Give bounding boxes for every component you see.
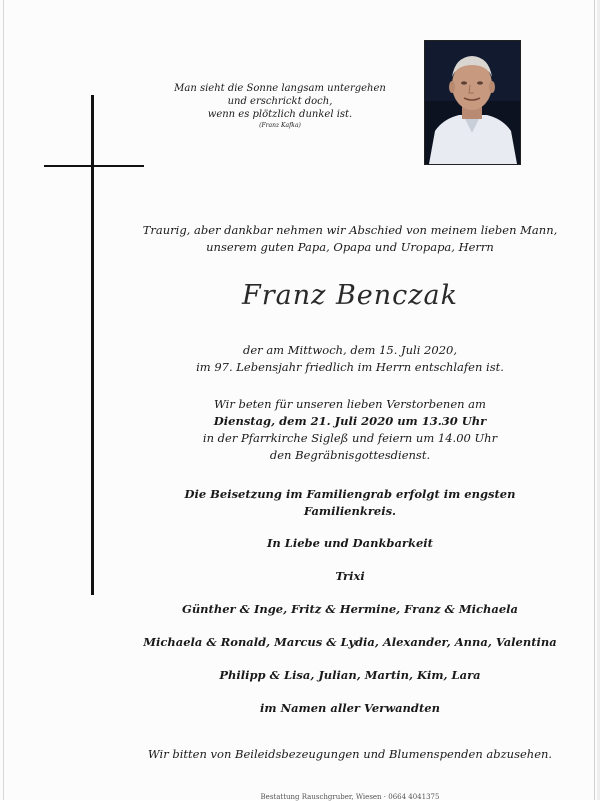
quote-block <box>150 82 410 131</box>
quote-author: (Franz Kafka) <box>259 122 301 129</box>
page-edge-right <box>594 0 595 800</box>
mourner-line: Philipp & Lisa, Julian, Martin, Kim, Lara <box>219 668 481 682</box>
cross-horizontal-bar <box>44 165 144 167</box>
intro-line: unserem guten Papa, Opapa und Uropapa, Herrn <box>206 240 494 254</box>
closing-request: Wir bitten von Beileidsbezeugungen und Blumenspenden abzusehen. <box>147 747 553 761</box>
cross-vertical-bar <box>91 95 94 595</box>
quote-line: und erschrickt doch, <box>227 96 333 107</box>
mourner-line: Michaela & Ronald, Marcus & Lydia, Alexander, Anna, Valentina <box>143 635 557 649</box>
service-line: den Begräbnisgottesdienst. <box>269 448 431 462</box>
intro-line: Traurig, aber dankbar nehmen wir Abschied von meinem lieben Mann, <box>142 223 558 237</box>
page-edge-left <box>3 0 4 800</box>
service-line: in der Pfarrkirche Sigleß und feiern um 14.00 Uhr <box>202 431 498 445</box>
service-date: Dienstag, dem 21. Juli 2020 um 13.30 Uhr <box>213 414 487 428</box>
quote-line: wenn es plötzlich dunkel ist. <box>207 109 353 120</box>
service-notice <box>140 396 560 464</box>
deceased-name: Franz Benczak <box>242 280 458 311</box>
portrait-photo <box>424 40 521 165</box>
death-notice <box>140 342 560 376</box>
mourner-line: im Namen aller Verwandten <box>260 701 440 715</box>
burial-notice: Die Beisetzung im Familiengrab erfolgt im engsten Familienkreis. <box>184 487 516 518</box>
mourner-line: Trixi <box>335 569 365 583</box>
intro-text <box>140 222 560 256</box>
quote-line: Man sieht die Sonne langsam untergehen <box>174 83 386 94</box>
portrait-photo-image <box>425 41 520 164</box>
death-line: im 97. Lebensjahr friedlich im Herrn entschlafen ist. <box>196 360 504 374</box>
mourner-line: In Liebe und Dankbarkeit <box>267 536 433 550</box>
funeral-home-footer: Bestattung Rauschgruber, Wiesen · 0664 4041375 <box>260 793 440 801</box>
mourner-line: Günther & Inge, Fritz & Hermine, Franz & Michaela <box>182 602 518 616</box>
service-line: Wir beten für unseren lieben Verstorbenen am <box>214 397 486 411</box>
death-line: der am Mittwoch, dem 15. Juli 2020, <box>243 343 457 357</box>
